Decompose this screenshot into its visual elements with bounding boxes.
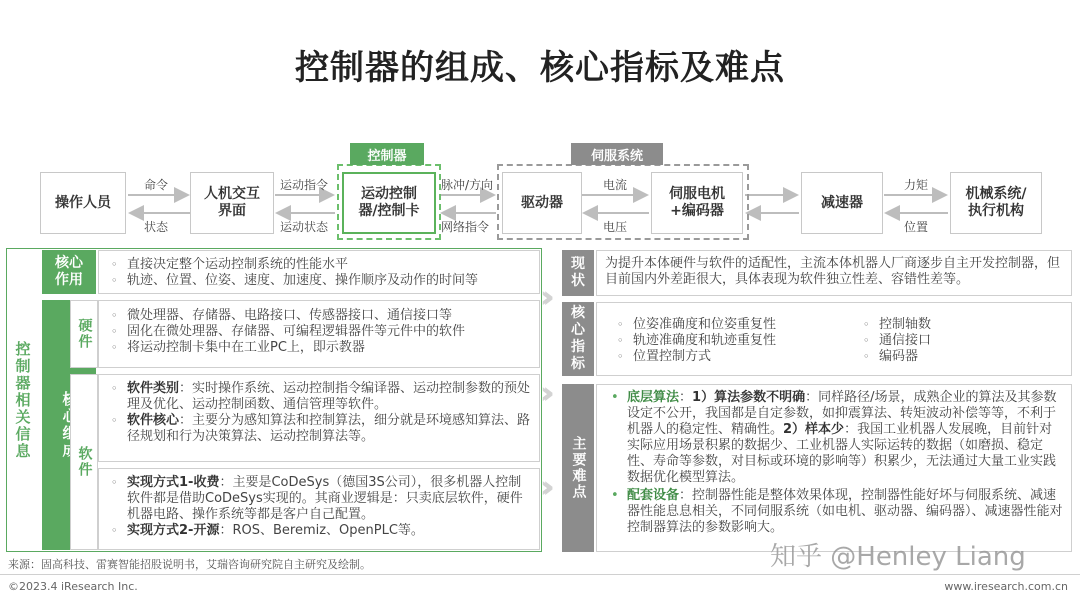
copyright: ©2023.4 iResearch Inc. bbox=[8, 580, 138, 593]
source-note: 来源：固高科技、雷赛智能招股说明书，艾瑞咨询研究院自主研究及绘制。 bbox=[8, 558, 371, 571]
edge-label-command: 命令 bbox=[144, 178, 169, 192]
chevron-right-icon: ›› bbox=[540, 280, 545, 315]
node-motion-card: 运动控制 器/控制卡 bbox=[342, 172, 436, 234]
software-panel bbox=[98, 374, 540, 462]
core-function-label: 核心作用 bbox=[42, 250, 96, 294]
edge-label-status: 状态 bbox=[144, 220, 169, 234]
edge-label-motion-command: 运动指令 bbox=[280, 178, 329, 192]
core-metrics-panel bbox=[596, 302, 1072, 376]
status-label: 现状 bbox=[562, 250, 594, 296]
hardware-panel bbox=[98, 300, 540, 368]
chevron-right-icon: ›› bbox=[540, 470, 545, 505]
node-operator: 操作人员 bbox=[40, 172, 126, 234]
list-item: ◦ 控制轴数 bbox=[857, 317, 1017, 333]
node-servo-motor: 伺服电机 +编码器 bbox=[651, 172, 743, 234]
list-item: ◦ 将运动控制卡集中在工业PC上，即示教器 bbox=[105, 340, 533, 356]
page-title: 控制器的组成、核心指标及难点 bbox=[295, 48, 785, 88]
edge-label-torque: 力矩 bbox=[904, 178, 929, 192]
edge-label-position: 位置 bbox=[904, 220, 929, 234]
edge-label-current: 电流 bbox=[603, 178, 628, 192]
core-function-panel bbox=[98, 250, 540, 294]
edge-label-voltage: 电压 bbox=[603, 220, 628, 234]
footer-divider bbox=[0, 574, 1080, 575]
website-link[interactable]: www.iresearch.com.cn bbox=[944, 580, 1068, 593]
list-item: ◦ 固化在微处理器、存储器、可编程逻辑器件等元件中的软件 bbox=[105, 324, 533, 340]
edge-label-pulse-direction: 脉冲/方向 bbox=[441, 178, 494, 192]
list-item: ◦ 实现方式1-收费：主要是CoDeSys（德国3S公司），很多机器人控制软件都是借助CoDeSys实现的。其商业逻辑是：只卖底层软件，硬件机器电路、操作系统等都是客户自己配置。 bbox=[105, 475, 533, 523]
difficulties-panel bbox=[596, 384, 1072, 552]
list-item: • 配套设备：控制器性能是整体效果体现，控制器性能好坏与伺服系统、减速器性能息息相关，不同伺服系统（如电机、驱动器、编码器）、减速器性能对控制器算法的参数影响大。 bbox=[605, 488, 1063, 536]
list-item: ◦ 通信接口 bbox=[857, 333, 1017, 349]
edge-label-network-command: 网络指令 bbox=[441, 220, 490, 234]
list-item: ◦ 实现方式2-开源：ROS、Beremiz、OpenPLC等。 bbox=[105, 523, 533, 539]
controller-tag: 控制器 bbox=[350, 143, 424, 165]
core-metrics-label: 核心指标 bbox=[562, 302, 594, 376]
difficulties-label: 主要难点 bbox=[562, 384, 594, 552]
software-label: 软件 bbox=[70, 374, 98, 550]
list-item: ◦ 直接决定整个运动控制系统的性能水平 bbox=[105, 257, 533, 273]
software-ways-panel bbox=[98, 468, 540, 550]
node-reducer: 减速器 bbox=[801, 172, 883, 234]
watermark: 知乎 @Henley Liang bbox=[770, 542, 1026, 572]
side-label: 控制器相关信息 bbox=[8, 250, 36, 550]
edge-label-motion-status: 运动状态 bbox=[280, 220, 329, 234]
list-item: ◦ 微处理器、存储器、电路接口、传感器接口、通信接口等 bbox=[105, 308, 533, 324]
list-item: ◦ 位置控制方式 bbox=[611, 349, 861, 365]
node-driver: 驱动器 bbox=[502, 172, 582, 234]
list-item: ◦ 软件核心：主要分为感知算法和控制算法，细分就是环境感知算法、路径规划和行为决策算法、运动控制算法等。 bbox=[105, 413, 533, 445]
node-mechanical: 机械系统/ 执行机构 bbox=[950, 172, 1042, 234]
chevron-right-icon: ›› bbox=[540, 376, 545, 411]
status-panel: 为提升本体硬件与软件的适配性，主流本体机器人厂商逐步自主开发控制器，但目前国内外差距很大，具体表现为软件独立性差、容错性差等。 bbox=[596, 250, 1072, 296]
node-hmi: 人机交互 界面 bbox=[190, 172, 274, 234]
list-item: ◦ 位姿准确度和位姿重复性 bbox=[611, 317, 861, 333]
list-item: ◦ 编码器 bbox=[857, 349, 1017, 365]
list-item: • 底层算法：1）算法参数不明确：同样路径/场景，成熟企业的算法及其参数设定不公开，我国都是自定参数，如抑震算法、转矩波动补偿等等，不利于机器人的稳定性、精确性。2）样本少：我国工业机器人发展晚，目前针对实际应用场景积累的数据少、工业机器人实际运转的数据（如磨损、稳定性、寿命等参数，对目标或环境的影响等）积累少，无法通过大量工业实践数据优化模型算法。 bbox=[605, 390, 1063, 486]
list-item: ◦ 轨迹准确度和轨迹重复性 bbox=[611, 333, 861, 349]
list-item: ◦ 软件类别：实时操作系统、运动控制指令编译器、运动控制参数的预处理及优化、运动控制函数、通信管理等软件。 bbox=[105, 381, 533, 413]
hardware-label: 硬件 bbox=[70, 300, 98, 368]
list-item: ◦ 轨迹、位置、位姿、速度、加速度、操作顺序及动作的时间等 bbox=[105, 273, 533, 289]
servo-tag: 伺服系统 bbox=[571, 143, 663, 165]
